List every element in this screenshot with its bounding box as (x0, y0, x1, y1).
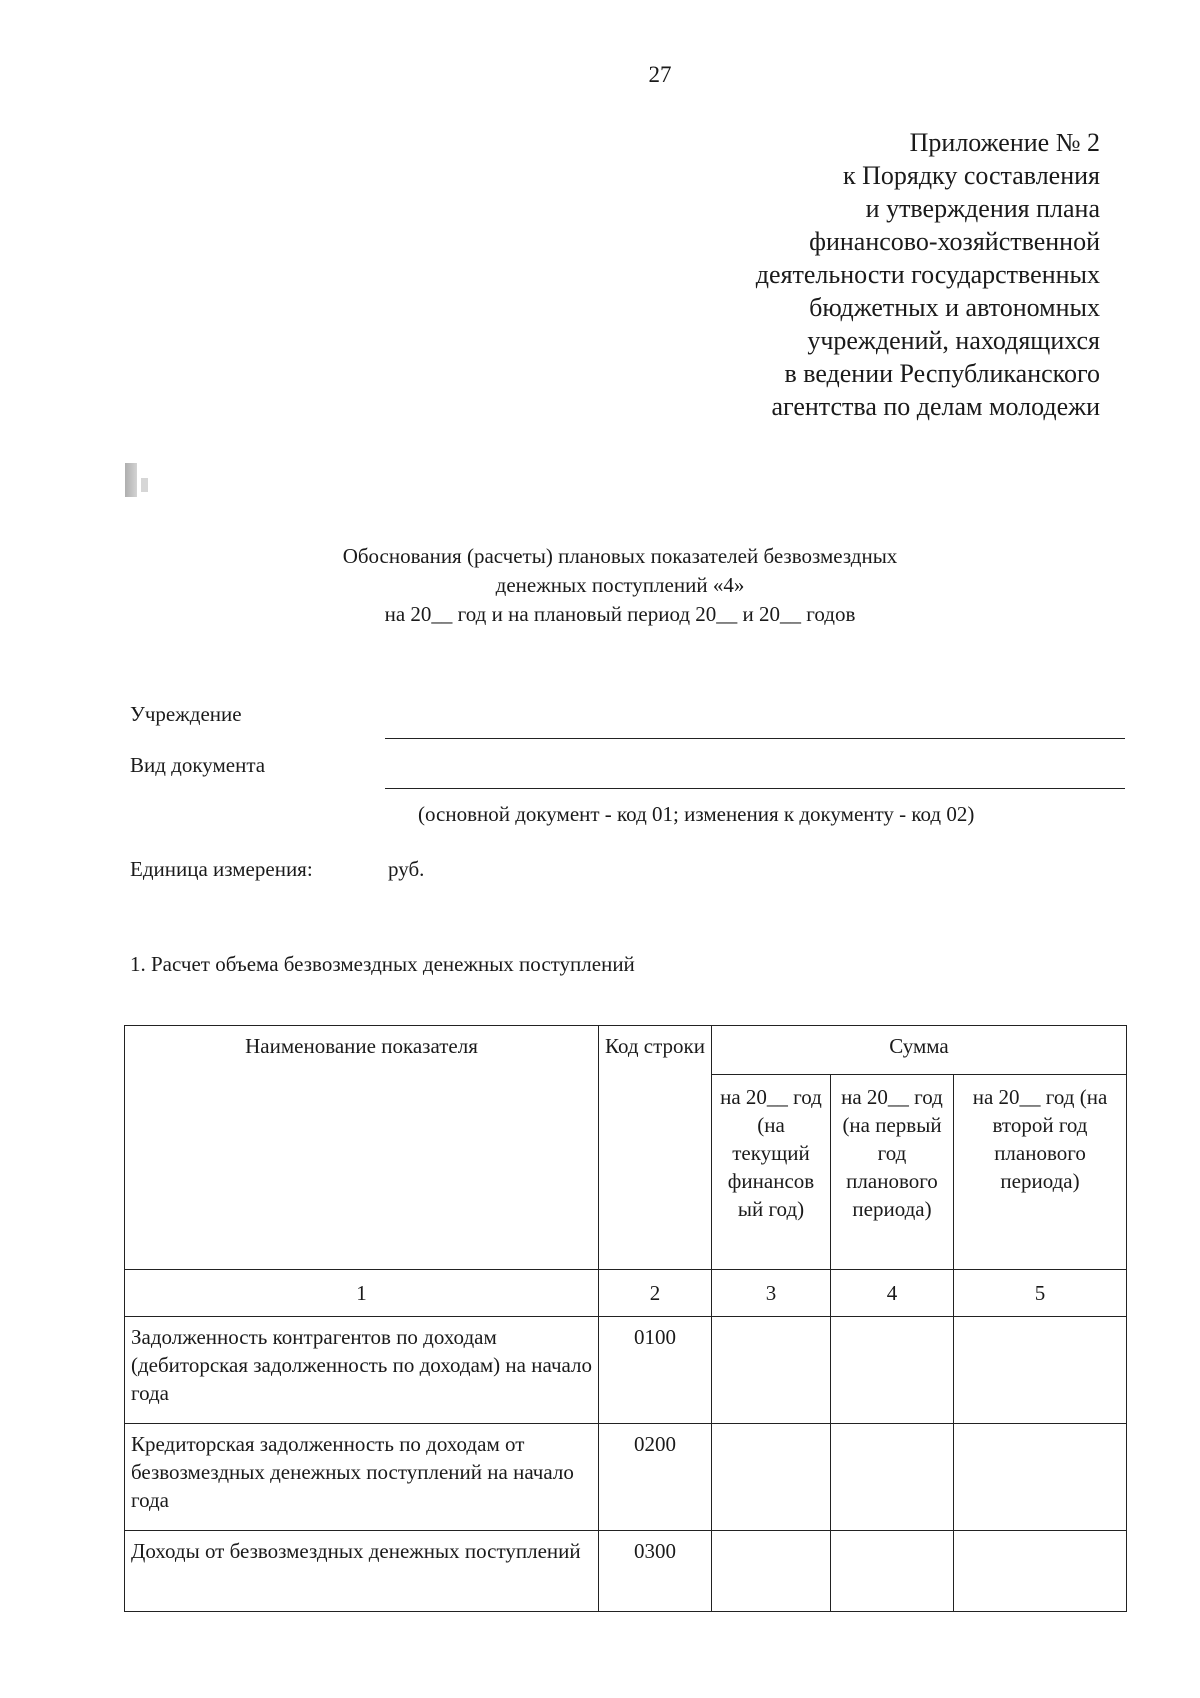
header-year2: на 20__ год (на первый год планового периода) (831, 1075, 954, 1270)
unit-value: руб. (388, 857, 425, 881)
appendix-line: Приложение № 2 (909, 128, 1100, 157)
row-name: Кредиторская задолженность по доходам от безвозмездных денежных поступлений на начало года (125, 1424, 599, 1531)
document-title (240, 542, 1000, 629)
value-cell[interactable] (831, 1531, 954, 1612)
scan-artifact (125, 463, 137, 497)
calculation-table (124, 1025, 1127, 1612)
appendix-line: к Порядку составления (842, 161, 1100, 190)
value-cell[interactable] (954, 1317, 1127, 1424)
appendix-line: учреждений, находящихся (807, 326, 1100, 355)
table-row (125, 1531, 1127, 1612)
column-number: 4 (831, 1270, 954, 1317)
title-line: денежных поступлений «4» (495, 573, 745, 597)
value-cell[interactable] (712, 1531, 831, 1612)
appendix-line: и утверждения плана (865, 194, 1100, 223)
section-title: 1. Расчет объема безвозмездных денежных поступлений (130, 952, 635, 976)
scan-artifact (141, 478, 148, 492)
column-number: 2 (599, 1270, 712, 1317)
row-code: 0100 (599, 1317, 712, 1424)
appendix-line: агентства по делам молодежи (771, 392, 1100, 421)
header-name: Наименование показателя (125, 1026, 599, 1270)
row-name: Задолженность контрагентов по доходам (дебиторская задолженность по доходам) на начало года (125, 1317, 599, 1424)
header-year1: на 20__ год (на текущий финансов ый год) (712, 1075, 831, 1270)
institution-label: Учреждение (130, 702, 242, 726)
column-number: 1 (125, 1270, 599, 1317)
appendix-line: финансово-хозяйственной (809, 227, 1100, 256)
appendix-line: деятельности государственных (755, 260, 1100, 289)
value-cell[interactable] (712, 1317, 831, 1424)
page-number: 27 (648, 62, 672, 87)
doc-type-field[interactable] (385, 788, 1125, 789)
row-name: Доходы от безвозмездных денежных поступлений (125, 1531, 599, 1612)
appendix-line: в ведении Республиканского (784, 359, 1100, 388)
doc-type-hint: (основной документ - код 01; изменения к документу - код 02) (418, 802, 975, 826)
row-code: 0200 (599, 1424, 712, 1531)
column-number: 3 (712, 1270, 831, 1317)
value-cell[interactable] (831, 1317, 954, 1424)
value-cell[interactable] (712, 1424, 831, 1531)
header-sum: Сумма (712, 1026, 1127, 1075)
unit-label: Единица измерения: (130, 857, 313, 881)
title-line: на 20__ год и на плановый период 20__ и 20__ годов (384, 602, 856, 626)
appendix-block (756, 126, 1100, 423)
institution-field[interactable] (385, 738, 1125, 739)
value-cell[interactable] (954, 1424, 1127, 1531)
title-line: Обоснования (расчеты) плановых показателей безвозмездных (342, 544, 898, 568)
header-code: Код строки (599, 1026, 712, 1270)
header-year3: на 20__ год (на второй год планового периода) (954, 1075, 1127, 1270)
doc-type-label: Вид документа (130, 753, 266, 777)
column-number: 5 (954, 1270, 1127, 1317)
value-cell[interactable] (831, 1424, 954, 1531)
table-row (125, 1317, 1127, 1424)
row-code: 0300 (599, 1531, 712, 1612)
value-cell[interactable] (954, 1531, 1127, 1612)
appendix-line: бюджетных и автономных (809, 293, 1100, 322)
table-row (125, 1424, 1127, 1531)
